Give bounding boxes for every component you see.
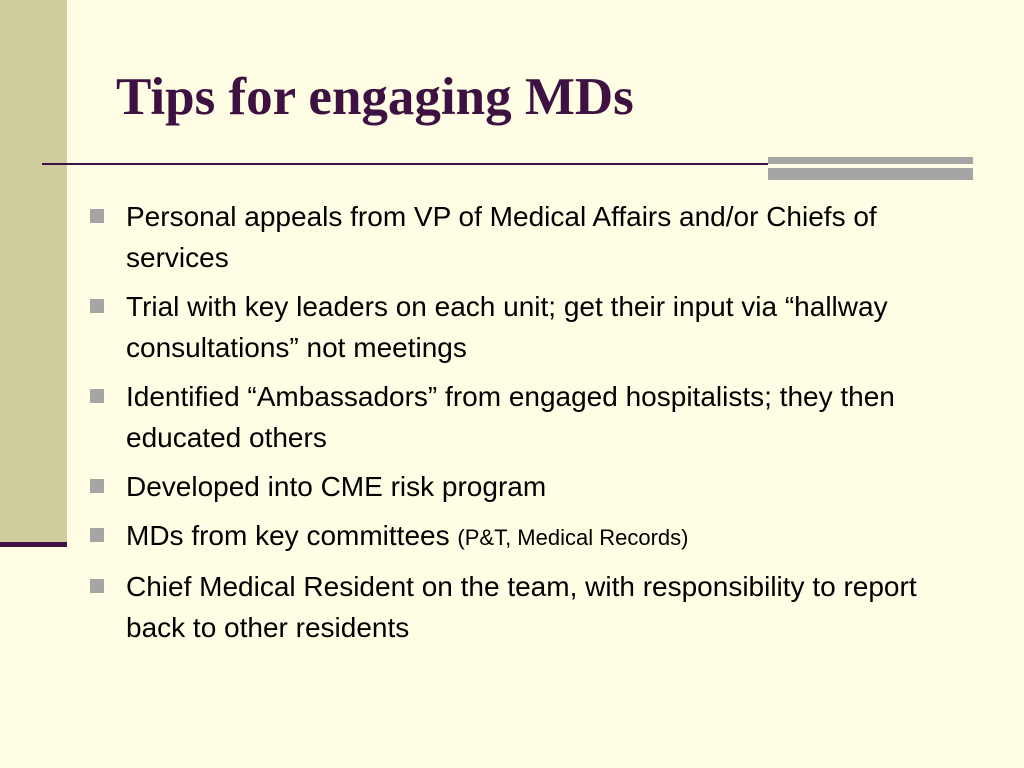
bullet-item [90, 196, 970, 278]
title-underline [42, 163, 768, 165]
square-bullet-icon [90, 299, 104, 313]
left-accent-line [0, 542, 67, 547]
bullet-text: Personal appeals from VP of Medical Affairs and/or Chiefs of services [126, 201, 877, 273]
bullet-item [90, 466, 970, 507]
bullet-text: MDs from key committees [126, 520, 458, 551]
bullet-item [90, 515, 970, 558]
bullet-note: (P&T, Medical Records) [457, 525, 689, 550]
bullet-text: Developed into CME risk program [126, 471, 547, 502]
bullet-text: Identified “Ambassadors” from engaged hospitalists; they then educated others [126, 381, 895, 453]
square-bullet-icon [90, 209, 104, 223]
bullet-item [90, 566, 970, 648]
square-bullet-icon [90, 479, 104, 493]
title-underline-gray-bar [768, 157, 973, 180]
bullet-item [90, 376, 970, 458]
bullet-text: Chief Medical Resident on the team, with responsibility to report back to other residents [126, 571, 917, 643]
square-bullet-icon [90, 389, 104, 403]
bullet-text: Trial with key leaders on each unit; get their input via “hallway consultations” not meetings [126, 291, 888, 363]
bullet-list [90, 196, 970, 656]
left-decorative-band [0, 0, 67, 545]
bullet-item [90, 286, 970, 368]
square-bullet-icon [90, 528, 104, 542]
slide-title: Tips for engaging MDs [116, 68, 634, 126]
square-bullet-icon [90, 579, 104, 593]
